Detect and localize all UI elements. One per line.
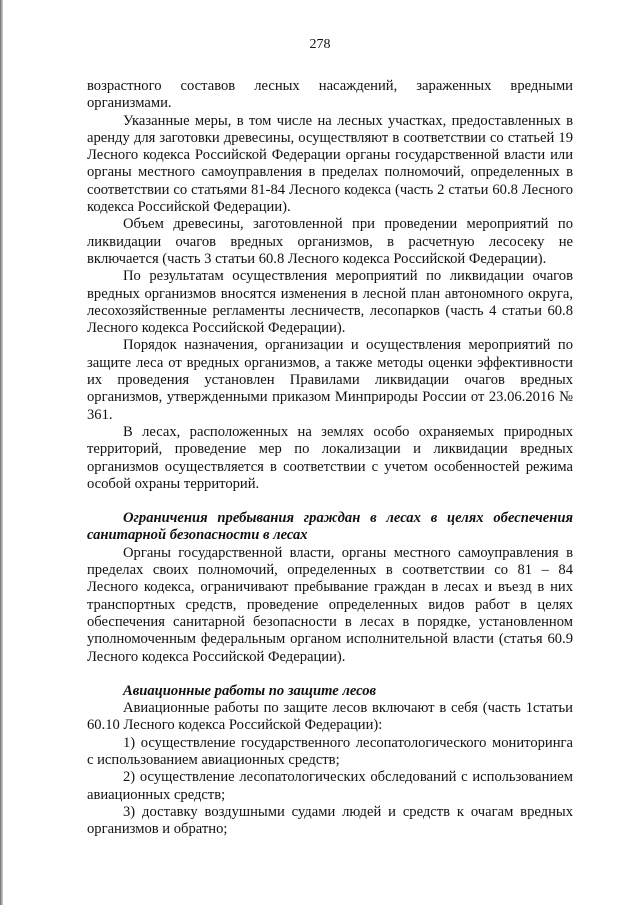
page-body xyxy=(87,78,573,838)
paragraph-continuation: возрастного составов лесных насаждений, зараженных вредными организмами. xyxy=(87,78,573,112)
list-item-monitoring: 1) осуществление государственного лесопатологического мониторинга с использованием авиационных средств; xyxy=(87,734,573,768)
section-spacer xyxy=(87,493,573,510)
list-item-delivery: 3) доставку воздушными судами людей и средств к очагам вредных организмов и обратно; xyxy=(87,803,573,838)
paragraph-measures: Указанные меры, в том числе на лесных участках, предоставленных в аренду для заготовки древесины, осуществляют в соответствии со статьей 19 Лесного кодекса Российской Федерации органы государственной власти или органы местного самоуправления в пределах полномочий, определенных в соответствии со статьями 81-84 Лесного кодекса (часть 2 статьи 60.8 Лесного кодекса Российской Федерации). xyxy=(87,112,573,216)
scan-edge xyxy=(0,0,3,905)
page-number: 278 xyxy=(309,37,331,52)
list-item-surveys: 2) осуществление лесопатологических обследований с использованием авиационных средств; xyxy=(87,769,573,803)
section-heading-aviation: Авиационные работы по защите лесов xyxy=(123,682,377,699)
section-heading-sanitary: Ограничения пребывания граждан в лесах в целях обеспечения санитарной безопасности в лесах xyxy=(87,510,573,544)
paragraph-forest-plan-changes: По результатам осуществления мероприятий по ликвидации очагов вредных организмов вносятся изменения в лесной план автономного округа, лесохозяйственные регламенты лесничеств, лесопарков (часть 4 статьи 60.8 Лесного кодекса Российской Федерации). xyxy=(87,268,573,337)
section-spacer xyxy=(87,666,573,683)
paragraph-aviation-intro: Авиационные работы по защите лесов включают в себя (часть 1статьи 60.10 Лесного кодекса Российской Федерации): xyxy=(87,700,573,734)
paragraph-timber-volume: Объем древесины, заготовленной при проведении мероприятий по ликвидации очагов вредных организмов, в расчетную лесосеку не включается (часть 3 статьи 60.8 Лесного кодекса Российской Федерации). xyxy=(87,216,573,267)
paragraph-procedure: Порядок назначения, организации и осуществления мероприятий по защите леса от вредных организмов, а также методы оценки эффективности их проведения установлен Правилами ликвидации очагов вредных организмов, утвержденными приказом Минприроды России от 23.06.2016 № 361. xyxy=(87,337,573,423)
paragraph-protected-areas: В лесах, расположенных на землях особо охраняемых природных территорий, проведение мер по локализации и ликвидации вредных организмов осуществляется в соответствии с учетом особенностей режима особой охраны территорий. xyxy=(87,423,573,492)
paragraph-sanitary-restrictions: Органы государственной власти, органы местного самоуправления в пределах своих полномочий, определенных в соответствии со 81 – 84 Лесного кодекса, ограничивают пребывание граждан в лесах и въезд в них транспортных средств, проведение определенных видов работ в целях обеспечения санитарной безопасности в лесах в порядке, установленном уполномоченным федеральным органом исполнительной власти (статья 60.9 Лесного кодекса Российской Федерации). xyxy=(87,544,573,665)
